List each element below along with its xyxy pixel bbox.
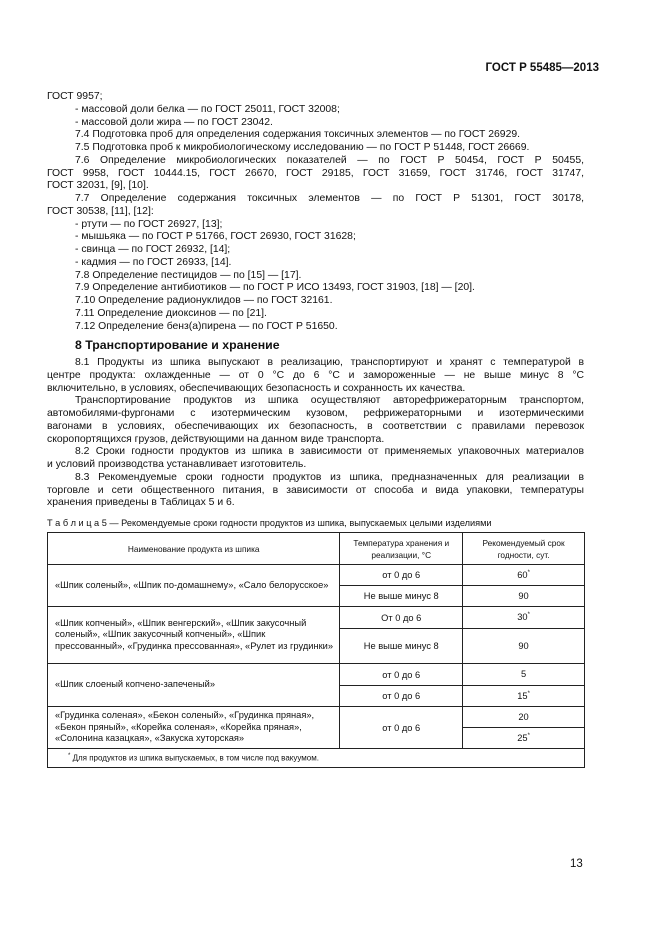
text-line: ГОСТ 32031, [9], [10].: [47, 180, 149, 192]
text-line: 8.3 Рекомендуемые сроки годности продуктов из шпика, предназначенных для реализации в: [75, 471, 584, 483]
text-line: торговле и сети общественного питания, в зависимости от способа и вида упаковки, температуры: [47, 484, 584, 496]
table-row: [48, 607, 585, 629]
column-header-product: Наименование продукта из шпика: [48, 533, 340, 565]
text-line: ГОСТ 9957;: [47, 91, 103, 102]
footnote-mark: *: [527, 569, 530, 576]
text-line: Транспортирование продуктов из шпика осуществляют авторефрижераторным транспортом,: [75, 395, 584, 407]
text-line: 7.12 Определение бенз(а)пирена — по ГОСТ Р 51650.: [75, 320, 338, 332]
section-title: 8 Транспортирование и хранение: [75, 338, 280, 353]
shelf-life-cell: [463, 707, 585, 728]
text-line: - мышьяка — по ГОСТ Р 51766, ГОСТ 26930, ГОСТ 31628;: [75, 231, 356, 243]
text-line: - свинца — по ГОСТ 26932, [14];: [75, 244, 231, 255]
text-line: скоропортящихся грузов, действующими на данном виде транспорта.: [47, 433, 385, 445]
table-footnote-row: [48, 749, 585, 768]
product-name-cell: «Шпик слоеный копчено-запеченый»: [48, 664, 340, 707]
shelf-life-cell: [463, 629, 585, 664]
temperature-cell: Не выше минус 8: [340, 586, 463, 607]
shelf-life-cell: [463, 607, 585, 629]
text-line: включительно, в условиях, обеспечивающих безопасность и сохранность их качества.: [47, 382, 466, 394]
document-body: [47, 91, 584, 510]
shelf-life-value: 15: [517, 691, 528, 702]
shelf-life-value: 90: [518, 641, 529, 652]
text-line: 7.7 Определение содержания токсичных элементов — по ГОСТ Р 51301, ГОСТ 30178,: [75, 193, 584, 204]
shelf-life-value: 25: [517, 733, 528, 744]
product-name-cell: «Грудинка соленая», «Бекон соленый», «Грудинка пряная», «Бекон пряный», «Корейка соленая», «Корейка пряная», «Солонина казацкая», «Закуска хуторская»: [48, 707, 340, 749]
temperature-cell: от 0 до 6: [340, 707, 463, 749]
table-header-row: [48, 533, 585, 565]
shelf-life-cell: [463, 664, 585, 686]
shelf-life-cell: [463, 686, 585, 707]
text-line: 8.2 Сроки годности продуктов из шпика в зависимости от применяемых упаковочных материалов: [75, 446, 584, 458]
text-line: хранения приведены в Таблицах 5 и 6.: [47, 497, 235, 509]
shelf-life-cell: [463, 565, 585, 586]
text-line: 7.9 Определение антибиотиков — по ГОСТ Р ИСО 13493, ГОСТ 31903, [18] — [20].: [75, 282, 475, 294]
footnote-mark: *: [527, 732, 530, 739]
document-id: ГОСТ Р 55485—2013: [485, 62, 599, 74]
shelf-life-value: 90: [518, 591, 529, 602]
column-header-shelf-life: Рекомендуемый срок годности, сут.: [463, 533, 585, 565]
text-line: ГОСТ 30538, [11], [12]:: [47, 205, 154, 217]
shelf-life-value: 60: [517, 570, 528, 581]
shelf-life-value: 5: [520, 669, 527, 680]
text-line: вагонами в условиях, обеспечивающих их безопасность, в соответствии с правилами перевозок: [47, 420, 584, 432]
text-line: и условий производства устанавливает изготовитель.: [47, 459, 307, 470]
table-footnote: [48, 749, 585, 768]
text-line: - ртути — по ГОСТ 26927, [13];: [75, 218, 223, 230]
page-number: 13: [570, 858, 583, 870]
text-line: 7.4 Подготовка проб для определения содержания токсичных элементов — по ГОСТ 26929.: [75, 129, 521, 141]
text-line: 7.10 Определение радионуклидов — по ГОСТ 32161.: [75, 295, 333, 306]
text-line: центре продукта: охлажденные — от 0 °С до 6 °С и замороженные — не выше минус 8 °С: [47, 369, 584, 381]
shelf-life-table: [47, 532, 585, 768]
text-line: 7.6 Определение микробиологических показателей — по ГОСТ Р 50454, ГОСТ Р 50455,: [75, 154, 584, 166]
table-row: [48, 565, 585, 586]
product-name-cell: «Шпик соленый», «Шпик по-домашнему», «Сало белорусское»: [48, 565, 340, 607]
text-line: автомобилями-фургонами с изотермическим кузовом, рефрижераторными и изотермическими: [47, 408, 584, 419]
footnote-mark: *: [68, 753, 71, 760]
text-line: 7.11 Определение диоксинов — по [21].: [75, 307, 267, 319]
temperature-cell: от 0 до 6: [340, 565, 463, 586]
shelf-life-value: 20: [518, 712, 529, 723]
shelf-life-cell: [463, 586, 585, 607]
text-line: 8.1 Продукты из шпика выпускают в реализацию, транспортируют и хранят с температурой в: [75, 357, 584, 368]
footnote-mark: *: [527, 612, 530, 619]
text-line: - массовой доли белка — по ГОСТ 25011, ГОСТ 32008;: [75, 103, 340, 115]
table-row: [48, 664, 585, 686]
footnote-mark: *: [527, 690, 530, 697]
column-header-temperature: Температура хранения и реализации, °С: [340, 533, 463, 565]
product-name-cell: «Шпик копченый», «Шпик венгерский», «Шпик закусочный соленый», «Шпик закусочный копченый», «Шпик прессованный», «Грудинка прессованная», «Рулет из грудинки»: [48, 607, 340, 664]
text-line: - массовой доли жира — по ГОСТ 23042.: [75, 116, 273, 128]
temperature-cell: от 0 до 6: [340, 686, 463, 707]
text-line: 7.5 Подготовка проб к микробиологическому исследованию — по ГОСТ Р 51448, ГОСТ 26669.: [75, 142, 530, 153]
shelf-life-value: 30: [517, 612, 528, 623]
text-line: ГОСТ 9958, ГОСТ 10444.15, ГОСТ 26670, ГОСТ 29185, ГОСТ 31659, ГОСТ 31746, ГОСТ 31747,: [47, 167, 584, 179]
table-row: [48, 707, 585, 728]
footnote-text: Для продуктов из шпика выпускаемых, в том числе под вакуумом.: [72, 753, 319, 763]
temperature-cell: Не выше минус 8: [340, 629, 463, 664]
temperature-cell: от 0 до 6: [340, 664, 463, 686]
temperature-cell: От 0 до 6: [340, 607, 463, 629]
table-caption: Т а б л и ц а 5 — Рекомендуемые сроки годности продуктов из шпика, выпускаемых целыми изделиями: [47, 518, 492, 528]
text-line: - кадмия — по ГОСТ 26933, [14].: [75, 256, 232, 268]
shelf-life-cell: [463, 728, 585, 749]
text-line: 7.8 Определение пестицидов — по [15] — [17].: [75, 269, 302, 281]
